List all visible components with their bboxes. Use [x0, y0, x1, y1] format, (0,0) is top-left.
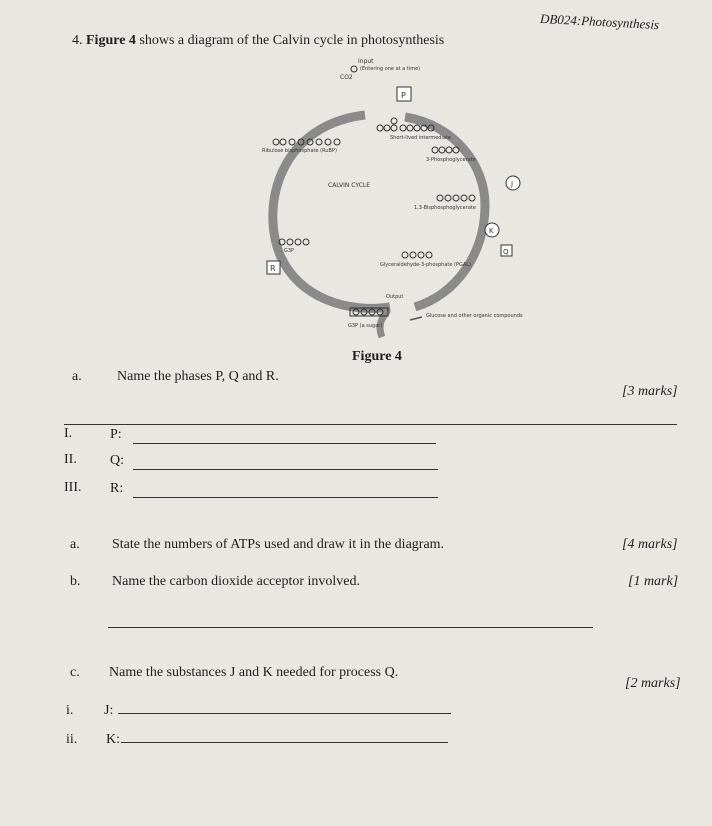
answer-r-number: III.: [64, 480, 82, 495]
intermediate-label: Short-lived intermediate: [390, 135, 451, 141]
part-a-text: Name the phases P, Q and R.: [117, 369, 279, 384]
bpg-label: 1,3-Bisphosphoglycerate: [414, 205, 476, 211]
answer-j-line[interactable]: [118, 713, 451, 714]
answer-k-number: ii.: [66, 732, 78, 747]
part-c-text: Name the substances J and K needed for process Q.: [109, 665, 399, 680]
part-a-letter: a.: [72, 369, 82, 384]
cycle-arrow-right: [405, 117, 485, 307]
part-a2-text: State the numbers of ATPs used and draw it in the diagram.: [112, 537, 445, 552]
glucose-arrow: [410, 317, 422, 320]
bpg-molecule: [437, 195, 475, 201]
pga-label: 3-Phosphoglycerate: [426, 157, 476, 163]
figure-caption: Figure 4: [352, 349, 402, 364]
part-c-letter: c.: [70, 665, 80, 680]
question-title-rest: shows a diagram of the Calvin cycle in photosynthesis: [135, 33, 445, 48]
g3p-output-label: G3P (a sugar): [348, 323, 383, 329]
answer-r-label: R:: [110, 481, 124, 496]
answer-p-number: I.: [64, 426, 73, 441]
answer-k-label: K:: [106, 732, 120, 747]
answer-j-label: J:: [104, 703, 114, 718]
part-a2-letter: a.: [70, 537, 80, 552]
divider-rule: [64, 424, 677, 425]
calvin-cycle-svg: [240, 55, 530, 355]
question-title-bold: Figure 4: [86, 33, 136, 48]
co2-label: CO2: [340, 74, 353, 81]
part-b-text: Name the carbon dioxide acceptor involved.: [112, 574, 361, 589]
circle-j-label: J: [511, 180, 514, 188]
box-q-label: Q: [503, 248, 509, 256]
part-b-letter: b.: [70, 574, 81, 589]
answer-r-line[interactable]: [133, 497, 438, 498]
answer-p-line[interactable]: [133, 443, 436, 444]
question-number: 4.: [72, 33, 83, 48]
output-label: Output: [386, 294, 404, 300]
part-c-marks: [2 marks]: [625, 676, 681, 691]
answer-k-line[interactable]: [121, 742, 448, 743]
calvin-label: CALVIN CYCLE: [328, 182, 370, 189]
answer-p-label: P:: [110, 427, 122, 442]
g3p-left-molecule: [279, 239, 309, 245]
part-b-answer-line[interactable]: [108, 627, 593, 628]
box-r-label: R: [270, 264, 276, 273]
pga-molecule: [432, 147, 459, 153]
part-b-marks: [1 mark]: [628, 574, 679, 589]
question-title: [72, 33, 444, 49]
answer-q-number: II.: [64, 452, 77, 467]
rubp-label: Ribulose bisphosphate (RuBP): [262, 148, 337, 154]
part-a2-marks: [4 marks]: [622, 537, 678, 552]
g3p-full-label: Glyceraldehyde-3-phosphate (PGAL): [380, 262, 472, 268]
box-p-label: P: [401, 91, 406, 100]
input-label: Input: [358, 58, 374, 65]
part-a-marks: [3 marks]: [622, 384, 678, 399]
answer-q-label: Q:: [110, 453, 124, 468]
g3p-right-molecule: [402, 252, 432, 258]
circle-k-label: K: [489, 227, 494, 235]
answer-j-number: i.: [66, 703, 74, 718]
glucose-label: Glucose and other organic compounds: [426, 313, 523, 319]
answer-q-line[interactable]: [133, 469, 438, 470]
g3p-left-label: G3P: [284, 248, 295, 254]
co2-entering: (Entering one at a time): [360, 66, 421, 72]
co2-circle: [351, 66, 357, 72]
calvin-cycle-diagram: [240, 55, 530, 355]
header-code: DB024:Photosynthesis: [539, 10, 660, 33]
